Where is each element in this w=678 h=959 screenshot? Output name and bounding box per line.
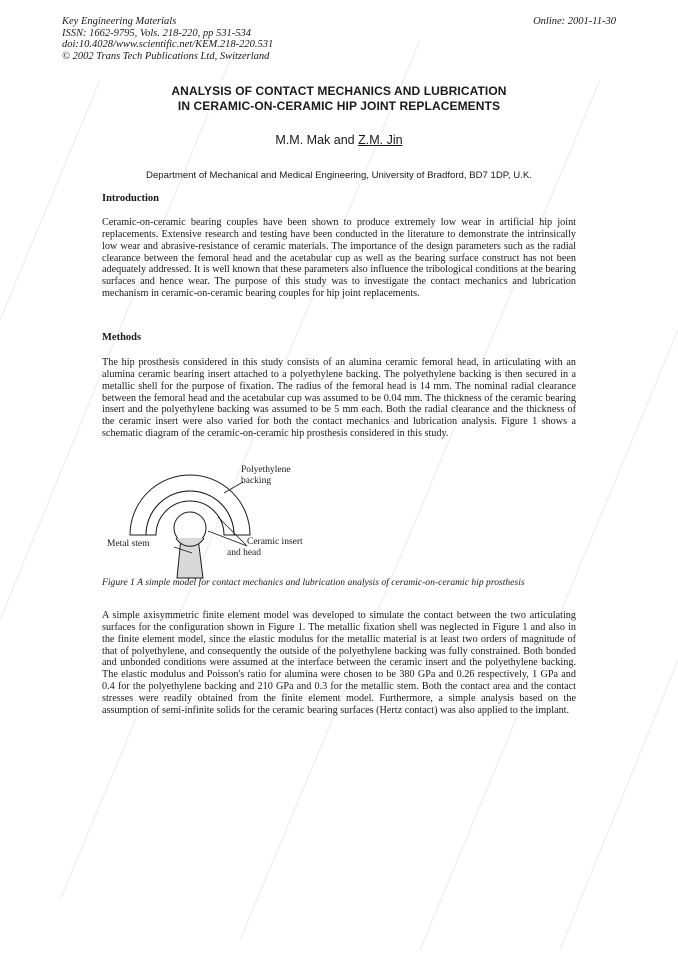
doi-link[interactable]: doi:10.4028/www.scientific.net/KEM.218-220.531 [62, 39, 274, 51]
introduction-paragraph: Ceramic-on-ceramic bearing couples have been shown to produce extremely low wear in artificial hip joint replacements. Extensive research and testing have been conducted in the literature to demonstrate the intrinsically low wear and abrasive-resistance of ceramic materials. The importance of the design parameters such as the radial clearance between the femoral head and the acetabular cup as well as the bearing surface construct has not been adequately addressed. It is well known that these parameters also influence the tribological conditions at the bearing surfaces and hence wear. The purpose of this study was to investigate the contact mechanics and lubrication mechanism in ceramic-on-ceramic bearing couples for hip joint replacements. [102, 217, 576, 300]
author-list [0, 133, 678, 147]
label-backing: backing [241, 476, 272, 486]
label-ceramic-insert: Ceramic insert [247, 537, 303, 547]
title-line-2: IN CERAMIC-ON-CERAMIC HIP JOINT REPLACEMENTS [177, 98, 501, 113]
section-heading-methods: Methods [102, 332, 142, 343]
figure-1-hip-diagram [100, 460, 340, 580]
affiliation: Department of Mechanical and Medical Engineering, University of Bradford, BD7 1DP, U.K. [146, 170, 532, 181]
label-and-head: and head [227, 548, 262, 558]
online-date: Online: 2001-11-30 [533, 16, 616, 27]
issn-line: ISSN: 1662-9795, Vols. 218-220, pp 531-534 [62, 27, 251, 39]
label-metal-stem: Metal stem [107, 539, 150, 549]
section-heading-introduction: Introduction [102, 193, 159, 204]
journal-name: Key Engineering Materials [62, 16, 177, 27]
methods-paragraph-2: A simple axisymmetric finite element model was developed to simulate the contact between the two articulating surfaces for the configuration shown in Figure 1. The metallic fixation shell was neglected in Figure 1 and also in the finite element model, since the elastic modulus for the metallic material is at least two orders of magnitude of that of polyethylene, and consequently the outside of the polyethylene backing was fully constrained. Both bonded and unbonded conditions were assumed at the interface between the ceramic insert and the polyethylene backing. The elastic modulus and Poisson's ratio for alumina were chosen to be 380 GPa and 0.26 respectively, 1 GPa and 0.4 for the polyethylene backing and 210 GPa and 0.3 for the metallic stem. Both the contact area and the contact stresses were readily obtained from the finite element model. Furthermore, a simple analysis based on the assumption of semi-infinite solids for the ceramic bearing surfaces (Hertz contact) was also applied to the implant. [102, 610, 576, 716]
paper-title [90, 84, 588, 113]
figure-1-caption: Figure 1 A simple model for contact mechanics and lubrication analysis of ceramic-on-ceramic hip prosthesis [102, 577, 525, 588]
label-polyethylene: Polyethylene [241, 465, 291, 475]
journal-info [62, 16, 273, 62]
methods-paragraph-1: The hip prosthesis considered in this study consists of an alumina ceramic femoral head, in articulating with an alumina ceramic bearing insert attached to a polyethylene backing. The polyethylene backing is then secured in a metallic shell for the purpose of fixation. The radius of the femoral head is 14 mm. The nominal radial clearance between the femoral head and the acetabular cup was assumed to be 0.04 mm. The thickness of the ceramic bearing insert and the polyethylene backing was assumed to be 5 mm each. Both the radial clearance and the thickness of the ceramic insert were also varied for both the contact mechanics and lubrication analysis. Figure 1 shows a schematic diagram of the ceramic-on-ceramic hip prosthesis considered in this study. [102, 357, 576, 440]
author-1: M.M. Mak [275, 133, 331, 147]
copyright-line: © 2002 Trans Tech Publications Ltd, Switzerland [62, 50, 270, 62]
title-line-1: ANALYSIS OF CONTACT MECHANICS AND LUBRICATION [171, 84, 507, 98]
author-2: Z.M. Jin [358, 133, 403, 147]
author-conjunction: and [333, 133, 355, 147]
